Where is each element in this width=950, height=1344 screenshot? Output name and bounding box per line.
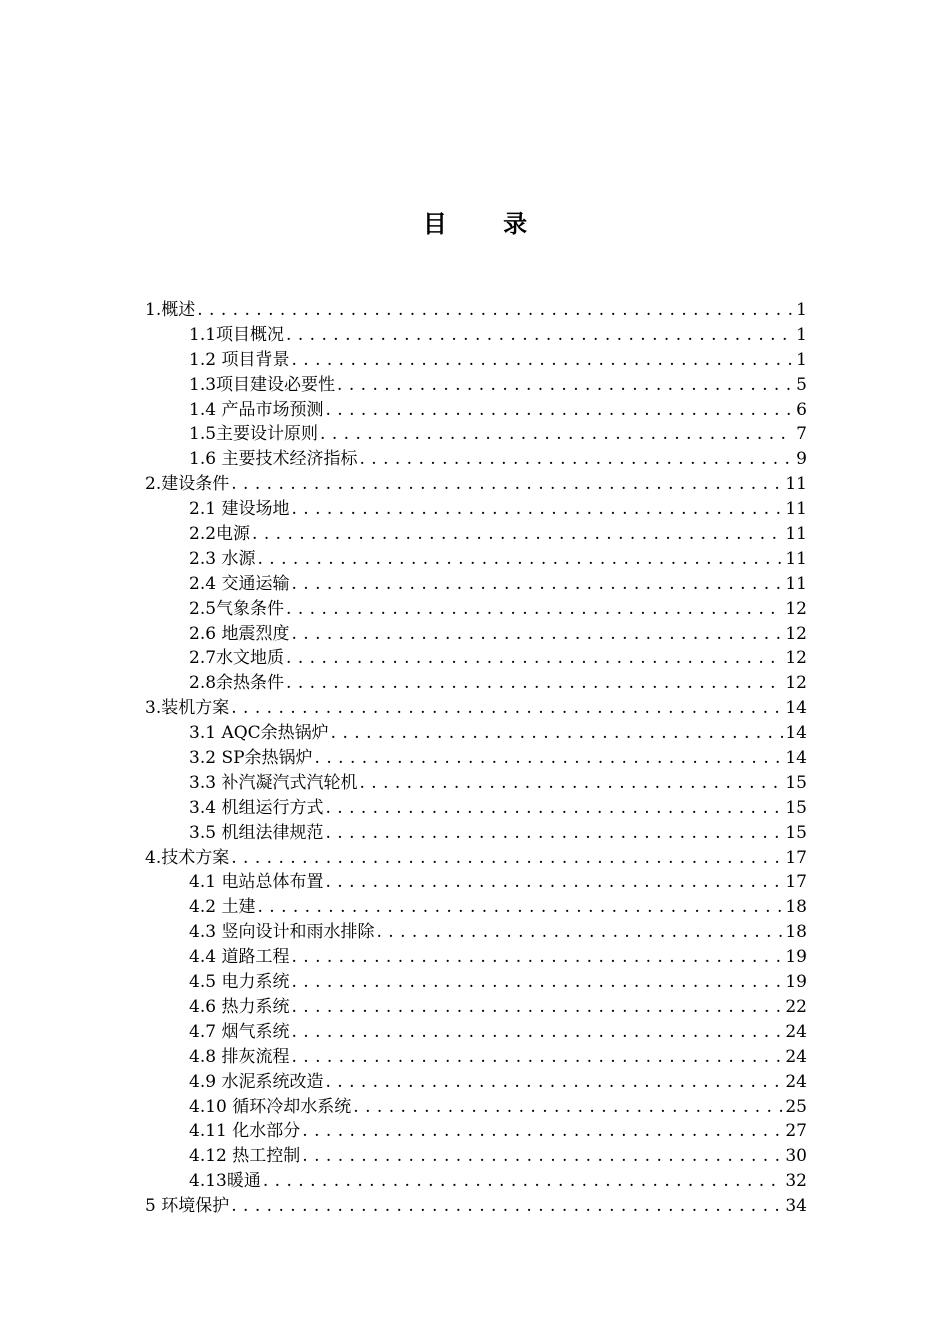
toc-entry[interactable] — [145, 920, 807, 945]
toc-entry[interactable] — [145, 721, 807, 746]
toc-entry[interactable] — [145, 373, 807, 398]
dot-leader — [325, 1070, 783, 1095]
toc-entry[interactable] — [145, 447, 807, 472]
dot-leader — [291, 1045, 783, 1070]
toc-entry-page-number: 15 — [785, 797, 807, 818]
toc-entry-page-number: 1 — [796, 349, 807, 370]
dot-leader — [325, 796, 783, 821]
toc-entry-page-number: 18 — [785, 922, 807, 943]
toc-entry[interactable] — [145, 995, 807, 1020]
dot-leader — [325, 398, 794, 423]
toc-entry-page-number: 6 — [796, 399, 807, 420]
toc-entry-label: 2.2电源 — [189, 524, 251, 545]
dot-leader — [286, 597, 783, 622]
toc-entry-label: 4.6 热力系统 — [189, 996, 290, 1017]
toc-entry[interactable] — [145, 622, 807, 647]
toc-entry[interactable] — [145, 945, 807, 970]
toc-entry-page-number: 9 — [796, 449, 807, 470]
toc-entry[interactable] — [145, 796, 807, 821]
toc-entry-page-number: 25 — [785, 1096, 807, 1117]
toc-entry-label: 1.1项目概况 — [189, 324, 285, 345]
toc-entry-page-number: 12 — [785, 673, 807, 694]
dot-leader — [320, 422, 794, 447]
toc-entry-label: 2.建设条件 — [145, 474, 230, 495]
toc-entry-page-number: 17 — [785, 872, 807, 893]
toc-entry-page-number: 11 — [785, 548, 807, 569]
toc-entry[interactable] — [145, 472, 807, 497]
toc-entry-label: 4.1 电站总体布置 — [189, 872, 324, 893]
toc-entry-page-number: 11 — [785, 474, 807, 495]
toc-entry-page-number: 15 — [785, 772, 807, 793]
dot-leader — [325, 821, 783, 846]
toc-entry-label: 4.技术方案 — [145, 847, 230, 868]
toc-entry-page-number: 11 — [785, 573, 807, 594]
toc-entry[interactable] — [145, 1119, 807, 1144]
toc-entry-page-number: 14 — [785, 748, 807, 769]
dot-leader — [325, 870, 783, 895]
dot-leader — [331, 721, 784, 746]
toc-entry-label: 3.2 SP余热锅炉 — [189, 748, 313, 769]
toc-entry-page-number: 34 — [785, 1196, 807, 1217]
dot-leader — [337, 373, 794, 398]
toc-entry-label: 1.5主要设计原则 — [189, 424, 319, 445]
toc-entry-label: 2.8余热条件 — [189, 673, 285, 694]
toc-entry-label: 4.8 排灰流程 — [189, 1046, 290, 1067]
toc-entry[interactable] — [145, 821, 807, 846]
toc-entry-page-number: 12 — [785, 648, 807, 669]
dot-leader — [257, 547, 783, 572]
toc-entry-label: 2.5气象条件 — [189, 598, 285, 619]
toc-entry-page-number: 1 — [796, 300, 807, 320]
toc-entry[interactable] — [145, 846, 807, 871]
toc-entry[interactable] — [145, 671, 807, 696]
toc-entry-page-number: 11 — [785, 524, 807, 545]
toc-entry[interactable] — [145, 771, 807, 796]
toc-entry[interactable] — [145, 522, 807, 547]
dot-leader — [257, 895, 783, 920]
toc-entry-page-number: 15 — [785, 822, 807, 843]
toc-entry[interactable] — [145, 1020, 807, 1045]
toc-entry-page-number: 18 — [785, 897, 807, 918]
toc-entry[interactable] — [145, 572, 807, 597]
dot-leader — [286, 323, 794, 348]
dot-leader — [231, 472, 783, 497]
dot-leader — [231, 846, 783, 871]
toc-entry-page-number: 22 — [785, 996, 807, 1017]
dot-leader — [286, 646, 783, 671]
toc-entry-page-number: 32 — [785, 1171, 807, 1192]
toc-entry-label: 3.装机方案 — [145, 698, 230, 719]
dot-leader — [376, 920, 783, 945]
toc-entry[interactable] — [145, 1045, 807, 1070]
toc-entry-page-number: 5 — [796, 374, 807, 395]
dot-leader — [231, 1194, 783, 1219]
toc-entry-label: 4.5 电力系统 — [189, 972, 290, 993]
toc-entry[interactable] — [145, 422, 807, 447]
toc-entry[interactable] — [145, 497, 807, 522]
toc-entry[interactable] — [145, 646, 807, 671]
toc-entry[interactable] — [145, 895, 807, 920]
toc-entry-label: 2.1 建设场地 — [189, 499, 290, 520]
toc-entry-label: 4.9 水泥系统改造 — [189, 1071, 324, 1092]
dot-leader — [359, 447, 794, 472]
toc-entry-label: 1.6 主要技术经济指标 — [189, 449, 358, 470]
dot-leader — [291, 348, 794, 373]
toc-entry-label: 4.12 热工控制 — [189, 1146, 301, 1167]
toc-entry[interactable] — [145, 398, 807, 423]
dot-leader — [252, 522, 783, 547]
toc-entry-label: 3.5 机组法律规范 — [189, 822, 324, 843]
dot-leader — [291, 970, 783, 995]
toc-entry-label: 2.3 水源 — [189, 548, 256, 569]
dot-leader — [291, 1020, 783, 1045]
toc-entry[interactable] — [145, 348, 807, 373]
toc-entry-label: 2.7水文地质 — [189, 648, 285, 669]
toc-entry-label: 1.3项目建设必要性 — [189, 374, 336, 395]
toc-entry-page-number: 17 — [785, 847, 807, 868]
dot-leader — [197, 298, 794, 323]
toc-entry-label: 3.3 补汽凝汽式汽轮机 — [189, 772, 358, 793]
dot-leader — [291, 572, 783, 597]
toc-entry-page-number: 11 — [785, 499, 807, 520]
toc-entry-page-number: 30 — [785, 1146, 807, 1167]
toc-entry-label: 4.10 循环冷却水系统 — [189, 1096, 352, 1117]
toc-entry-label: 3.1 AQC余热锅炉 — [189, 723, 329, 744]
toc-entry-page-number: 12 — [785, 623, 807, 644]
toc-entry-label: 4.2 土建 — [189, 897, 256, 918]
toc-entry[interactable] — [145, 1194, 807, 1219]
toc-entry[interactable] — [145, 1144, 807, 1169]
toc-entry-page-number: 12 — [785, 598, 807, 619]
dot-leader — [315, 746, 784, 771]
toc-entry[interactable] — [145, 870, 807, 895]
dot-leader — [302, 1119, 783, 1144]
dot-leader — [353, 1095, 783, 1120]
dot-leader — [302, 1144, 783, 1169]
toc-entry-label: 3.4 机组运行方式 — [189, 797, 324, 818]
toc-entry-page-number: 19 — [785, 947, 807, 968]
toc-entry-page-number: 24 — [785, 1046, 807, 1067]
toc-entry[interactable] — [145, 1169, 807, 1194]
toc-entry[interactable] — [145, 547, 807, 572]
toc-entry-label: 4.7 烟气系统 — [189, 1021, 290, 1042]
toc-entry-label: 4.13暖通 — [189, 1171, 261, 1192]
dot-leader — [291, 622, 783, 647]
toc-entry-label: 2.6 地震烈度 — [189, 623, 290, 644]
toc-entry-label: 1.2 项目背景 — [189, 349, 290, 370]
toc-entry-page-number: 27 — [785, 1121, 807, 1142]
toc-entry[interactable] — [145, 323, 807, 348]
toc-entry-page-number: 7 — [796, 424, 807, 445]
toc-entry[interactable] — [145, 1070, 807, 1095]
toc-entry-label: 4.11 化水部分 — [189, 1121, 301, 1142]
toc-entry-page-number: 14 — [785, 698, 807, 719]
dot-leader — [231, 696, 783, 721]
toc-entry[interactable] — [145, 970, 807, 995]
toc-entry-page-number: 24 — [785, 1021, 807, 1042]
toc-entry[interactable] — [145, 597, 807, 622]
toc-entry-label: 4.4 道路工程 — [189, 947, 290, 968]
page-title: 目 录 — [422, 209, 552, 238]
dot-leader — [359, 771, 783, 796]
toc-entry-label: 2.4 交通运输 — [189, 573, 290, 594]
toc-entry-page-number: 14 — [785, 723, 807, 744]
toc-entry-label: 5 环境保护 — [145, 1196, 230, 1217]
toc-entry[interactable] — [145, 1095, 807, 1120]
dot-leader — [291, 945, 783, 970]
toc-entry[interactable] — [145, 746, 807, 771]
toc-entry-page-number: 19 — [785, 972, 807, 993]
toc-entry-page-number: 24 — [785, 1071, 807, 1092]
dot-leader — [263, 1169, 784, 1194]
toc-entry[interactable] — [145, 298, 807, 323]
table-of-contents — [145, 298, 807, 1219]
dot-leader — [291, 497, 783, 522]
toc-entry-label: 1.概述 — [145, 300, 196, 320]
dot-leader — [286, 671, 783, 696]
dot-leader — [291, 995, 783, 1020]
toc-entry-label: 4.3 竖向设计和雨水排除 — [189, 922, 375, 943]
toc-entry[interactable] — [145, 696, 807, 721]
toc-entry-page-number: 1 — [796, 324, 807, 345]
toc-entry-label: 1.4 产品市场预测 — [189, 399, 324, 420]
